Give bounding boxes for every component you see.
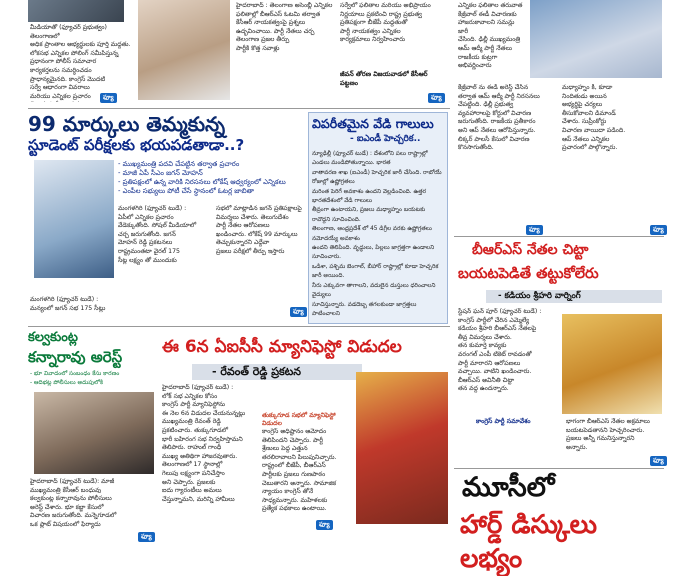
article1-bullets <box>118 160 310 196</box>
top-mid2-text: సర్వేలో ఫలితాల మరియు అభిప్రాయం నిర్ణయాలు ప్రకటించి రాష్ట్ర ప్రభుత్వ ప్రతిపక్షంగా బీజేపీ మద్దతుతో పార్టీ నాయకత్వం ఎన్నికల కార్యక్రమాలు నిర్వహించారు <box>340 2 431 44</box>
article1-bullet: - ఎంపీల సభ్యులు పోటీ చేసే స్థానంలో ఓటర్ల జాబితా <box>118 187 255 195</box>
top-left-text: మీడియాతో (ఫ్యూచర్ ప్రభుత్వం) తెలంగాణలో అధిక ప్రాంతాల అభ్యర్థులకు పూర్తి మద్దతు. లోకసభ ఎన్నికల పోలింగ్ సమీపిస్తున్న ప్రధానంగా పోలీస్ సమాచార కార్యకర్తలను సమర్ధించడం ప్రాధాన్యమైనది. కాంగ్రెస్ మొదటి సర్వే ఆధారంగా వివరాలు మరియు ఎన్నికల ప్రచారం <box>30 24 131 100</box>
brand-tag: ఫ్యూ <box>290 307 307 317</box>
right-photo <box>562 314 662 414</box>
article4-headline: ఈ 6న ఏఐసీసీ మ్యానిఫెస్టో విడుదల <box>162 337 402 357</box>
divider <box>454 236 664 237</box>
article4-col2: కాంగ్రెస్ అధిష్టానం ఆమోదం తెలిపిందని చెప్పారు. పార్టీ శ్రేణులు పెద్ద ఎత్తున తరలిరావాలని పిలుపునిచ్చారు. రాష్ట్రంలో బీజేపీ, బీఆర్ఎస్ పార్టీలకు ప్రజలు గుణపాఠం చెబుతారని అన్నారు. సామాజిక న్యాయం కాంగ్రెస్ తోనే సాధ్యమన్నారు. మహిళలకు ప్రత్యేక పథకాలు ఉంటాయి. <box>262 428 337 513</box>
brand-tag: ఫ్యూ <box>100 93 117 103</box>
right-caption: కాంగ్రెస్ పార్టీ సమావేశం <box>476 418 531 425</box>
article1-bullet: - ప్రతిపక్షంలో ఉన్న వారికి నిరసనలు లోకేష్ ఆధ్వర్యంలో ఎన్నికలు <box>118 178 286 186</box>
article1-headline-line1: 99 మార్కులు తెమ్మకున్న <box>28 112 226 136</box>
top-photo-left <box>28 0 124 22</box>
article3-photo <box>34 392 154 474</box>
article2-body: న్యూఢిల్లీ (ఫ్యూచర్ టుడే) : దేశంలోని పలు రాష్ట్రాల్లో ఎండలు మండిపోతున్నాయి. భారత వాతావరణ శాఖ (ఐఎండీ) హెచ్చరిక జారీ చేసింది. రాబోయే రోజుల్లో ఉష్ణోగ్రతలు మరింత పెరిగే అవకాశం ఉందని వెల్లడించింది. ఉత్తర భారతదేశంలో వేడి గాలులు తీవ్రంగా ఉంటాయని, ప్రజలు మధ్యాహ్నం బయటకు రావొద్దని సూచించింది. తెలంగాణ, ఆంధ్రప్రదేశ్ లో 45 డిగ్రీల వరకు ఉష్ణోగ్రతలు నమోదయ్యే అవకాశం ఉందని తెలిపింది. వృద్ధులు, పిల్లలు జాగ్రత్తగా ఉండాలని సూచించారు. ఒడిశా, పశ్చిమ బెంగాల్, బీహార్ రాష్ట్రాల్లో కూడా హెచ్చరిక జారీ అయింది. నీరు ఎక్కువగా తాగాలని, వదులైన దుస్తులు ధరించాలని వైద్యులు సూచిస్తున్నారు. వడదెబ్బ తగలకుండా జాగ్రత్తలు పాటించాలని <box>312 151 442 316</box>
right-body: స్టేషన్ ఘన్ పూర్ (ఫ్యూచర్ టుడే) : కాంగ్రెస్ పార్టీలో చేరిన ఎమ్మెల్యే కడియం శ్రీహరి బీఆర్ఎస్ నేతలపై తీవ్ర విమర్శలు చేశారు. తన కుమార్తె కావ్యకు వరంగల్ ఎంపీ టికెట్ రావడంతో పార్టీ మారారని ఆరోపణలు వచ్చాయి. వాటిని ఖండించారు. బీఆర్ఎస్ అవినీతి చిట్టా తన వద్ద ఉందన్నారు. <box>458 308 542 393</box>
divider <box>28 108 450 109</box>
bottom-right-headline-line1: మూసీలో <box>462 472 555 503</box>
right-headline-line2: బయటపెడితే తట్టుకోలేరు <box>458 266 599 282</box>
article1-photo <box>34 160 114 278</box>
brand-tag: ఫ్యూ <box>428 93 445 103</box>
right-text-b: మధ్యాహ్నం కీ, కూడా నిందితుడు అయిన అభ్యర్థిపై చర్యలు తీసుకోవాలని డిమాండ్ చేశారు. సుప్రీంకోర్టు విచారణ వాయిదా పడింది. ఆప్ నేతలు ఎన్నికల ప్రచారంలో పాల్గొన్నారు. <box>562 84 626 152</box>
article1-col1: మంగళగిరి (ఫ్యూచర్ టుడే) : ఏపీలో ఎన్నికల ప్రచారం వేడెక్కుతోంది. సోషల్ మీడియాలో చర్చ జరుగుతోంది. జగన్ మోహన్ రెడ్డి ప్రకటనలు రాష్ట్రమంతటా వైరల్ 175 సీట్ల లక్ష్యం తో ముందుకు <box>118 205 197 264</box>
article2-headline: విపరీతమైన వేడి గాలులు <box>312 116 434 131</box>
article4-col1: హైదరాబాద్ (ఫ్యూచర్ టుడే) : లోక్ సభ ఎన్నికల కోసం కాంగ్రెస్ పార్టీ మ్యానిఫెస్టోను ఈ నెల 6న విడుదల చేయనున్నట్లు ముఖ్యమంత్రి రేవంత్ రెడ్డి ప్రకటించారు. తుక్కుగూడలో భారీ బహిరంగ సభ నిర్వహిస్తామని తెలిపారు. రాహుల్ గాంధీ ముఖ్య అతిథిగా హాజరవుతారు. తెలంగాణలో 17 స్థానాల్లో గెలుపు లక్ష్యంగా పనిచేస్తాం అని చెప్పారు. ప్రజలకు ఐదు గ్యారంటీలు అమలు చేస్తున్నామని, మరిన్ని హామీలు <box>162 384 246 503</box>
top-mid2-caption: జీవన్ తోరణ విజయవాడలో కేసీఆర్ పట్టణం <box>340 70 428 87</box>
article4-col2-title: తుక్కుగూడ సభలో మ్యానిఫెస్టో విడుదల <box>262 412 336 427</box>
top-right-text: ఎన్నికల ఫలితాల తరువాత కేజ్రీవాల్ ఈడీ విచారణకు హాజరుకావాలని సమన్లు జారీ చేసింది. ఢిల్లీ ముఖ్యమంత్రి ఆమ్ ఆద్మీ పార్టీ నేతలు రాజకీయ కుట్రగా అభివర్ణించారు <box>458 2 523 70</box>
right-subhead: - కడియం శ్రీహరి వార్నింగ్ <box>498 291 581 301</box>
article3-body: హైదరాబాద్ (ఫ్యూచర్ టుడే): మాజీ ముఖ్యమంత్రి కేసీఆర్ బంధువు కల్వకుంట్ల కన్నారావును పోలీసులు అరెస్ట్ చేశారు. భూ కబ్జా కేసులో విచారణ జరుగుతోంది. మన్నెగూడలో ఒక ప్లాట్ విషయంలో ఫిర్యాదు <box>30 478 117 528</box>
article1-bullet: - ముఖ్యమంత్రి పదవి చేపట్టిన తర్వాత ప్రచారం <box>118 160 240 168</box>
article3-bullet: - ఆదిభట్ల పోలీసులు అదుపులోకి <box>30 380 104 386</box>
divider <box>28 326 450 327</box>
divider <box>454 468 664 469</box>
article3-bullets <box>30 370 160 388</box>
right-body2: భాగంగా బీఆర్ఎస్ నేతల అక్రమాలు బయటపెడతానని హెచ్చరించారు. ప్రజలు అన్నీ గమనిస్తున్నారని అన్నారు. <box>566 418 650 451</box>
brand-tag: ఫ్యూ <box>316 520 333 530</box>
article3-headline-line1: కల్వకుంట్ల <box>28 330 78 345</box>
article3-bullet: - భూ వివాదంలో సంబంధం కేసు కారణం <box>30 371 120 377</box>
right-text-a: కేజ్రీవాల్ ను ఈడీ అరెస్ట్ చేసిన తర్వాత ఆమ్ ఆద్మీ పార్టీ నిరసనలు చేపట్టింది. ఢిల్లీ ప్రభుత్వ వ్యవహారాలపై కోర్టులో విచారణ జరుగుతోంది. రాజకీయ ప్రతీకారం అని ఆప్ నేతలు ఆరోపిస్తున్నారు. లిక్కర్ పాలసీ కేసులో విచారణ కొనసాగుతోంది. <box>458 84 540 152</box>
article4-subhead: - రేవంత్ రెడ్డి ప్రకటన <box>212 365 301 378</box>
top-photo-right <box>530 0 662 78</box>
brand-tag: ఫ్యూ <box>650 456 667 466</box>
top-photo-mid <box>138 0 230 100</box>
brand-tag: ఫ్యూ <box>526 225 543 235</box>
article3-headline-line2: కన్నారావు అరెస్ట్ <box>28 348 123 366</box>
article1-col2: సభలో మాట్లాడిన జగన్ ప్రతిపక్షాలపై విమర్శలు చేశారు. తెలుగుదేశం పార్టీ నేతల ఆరోపణలు ఖండించారు. లోకేష్ 99 మార్కులు తెచ్చుకున్నారని ఎద్దేవా ప్రజలు పరీక్షలో తీర్పు ఇస్తారు <box>216 205 302 255</box>
article1-bullet: - మాజీ ఏపీ సీఎం జగన్ మోహన్ <box>118 169 203 177</box>
article1-headline-line2: స్టూడెంట్ పరీక్షలకు భయపడతాడా..? <box>28 136 245 154</box>
article4-photo <box>356 372 448 524</box>
brand-tag: ఫ్యూ <box>650 225 667 235</box>
right-headline-line1: బీఆర్ఎస్ నేతల చిట్టా <box>472 242 589 258</box>
brand-tag: ఫ్యూ <box>138 532 155 542</box>
article1-caption: మంగళగిరి (ఫ్యూచర్ టుడే) : మన్యంలో జగన్ సభ 175 సీట్లు <box>30 296 106 312</box>
top-mid-text: హైదరాబాద్ : తెలంగాణ అసెంబ్లీ ఎన్నికల ఫలితాల్లో బీఆర్ఎస్ ఓటమి తర్వాత కేసీఆర్ నాయకత్వంపై ప్రశ్నలు ఉద్భవించాయి. పార్టీ నేతలు చర్చ తెలంగాణ ప్రజల తీర్పు పార్టీకి కొత్త సవాళ్లు <box>236 2 333 52</box>
article2-subhead: - ఐఎండీ హెచ్చరిక.. <box>350 134 421 144</box>
bottom-right-headline-line2: హార్డ్ డిస్కులు లభ్యం <box>460 510 598 574</box>
